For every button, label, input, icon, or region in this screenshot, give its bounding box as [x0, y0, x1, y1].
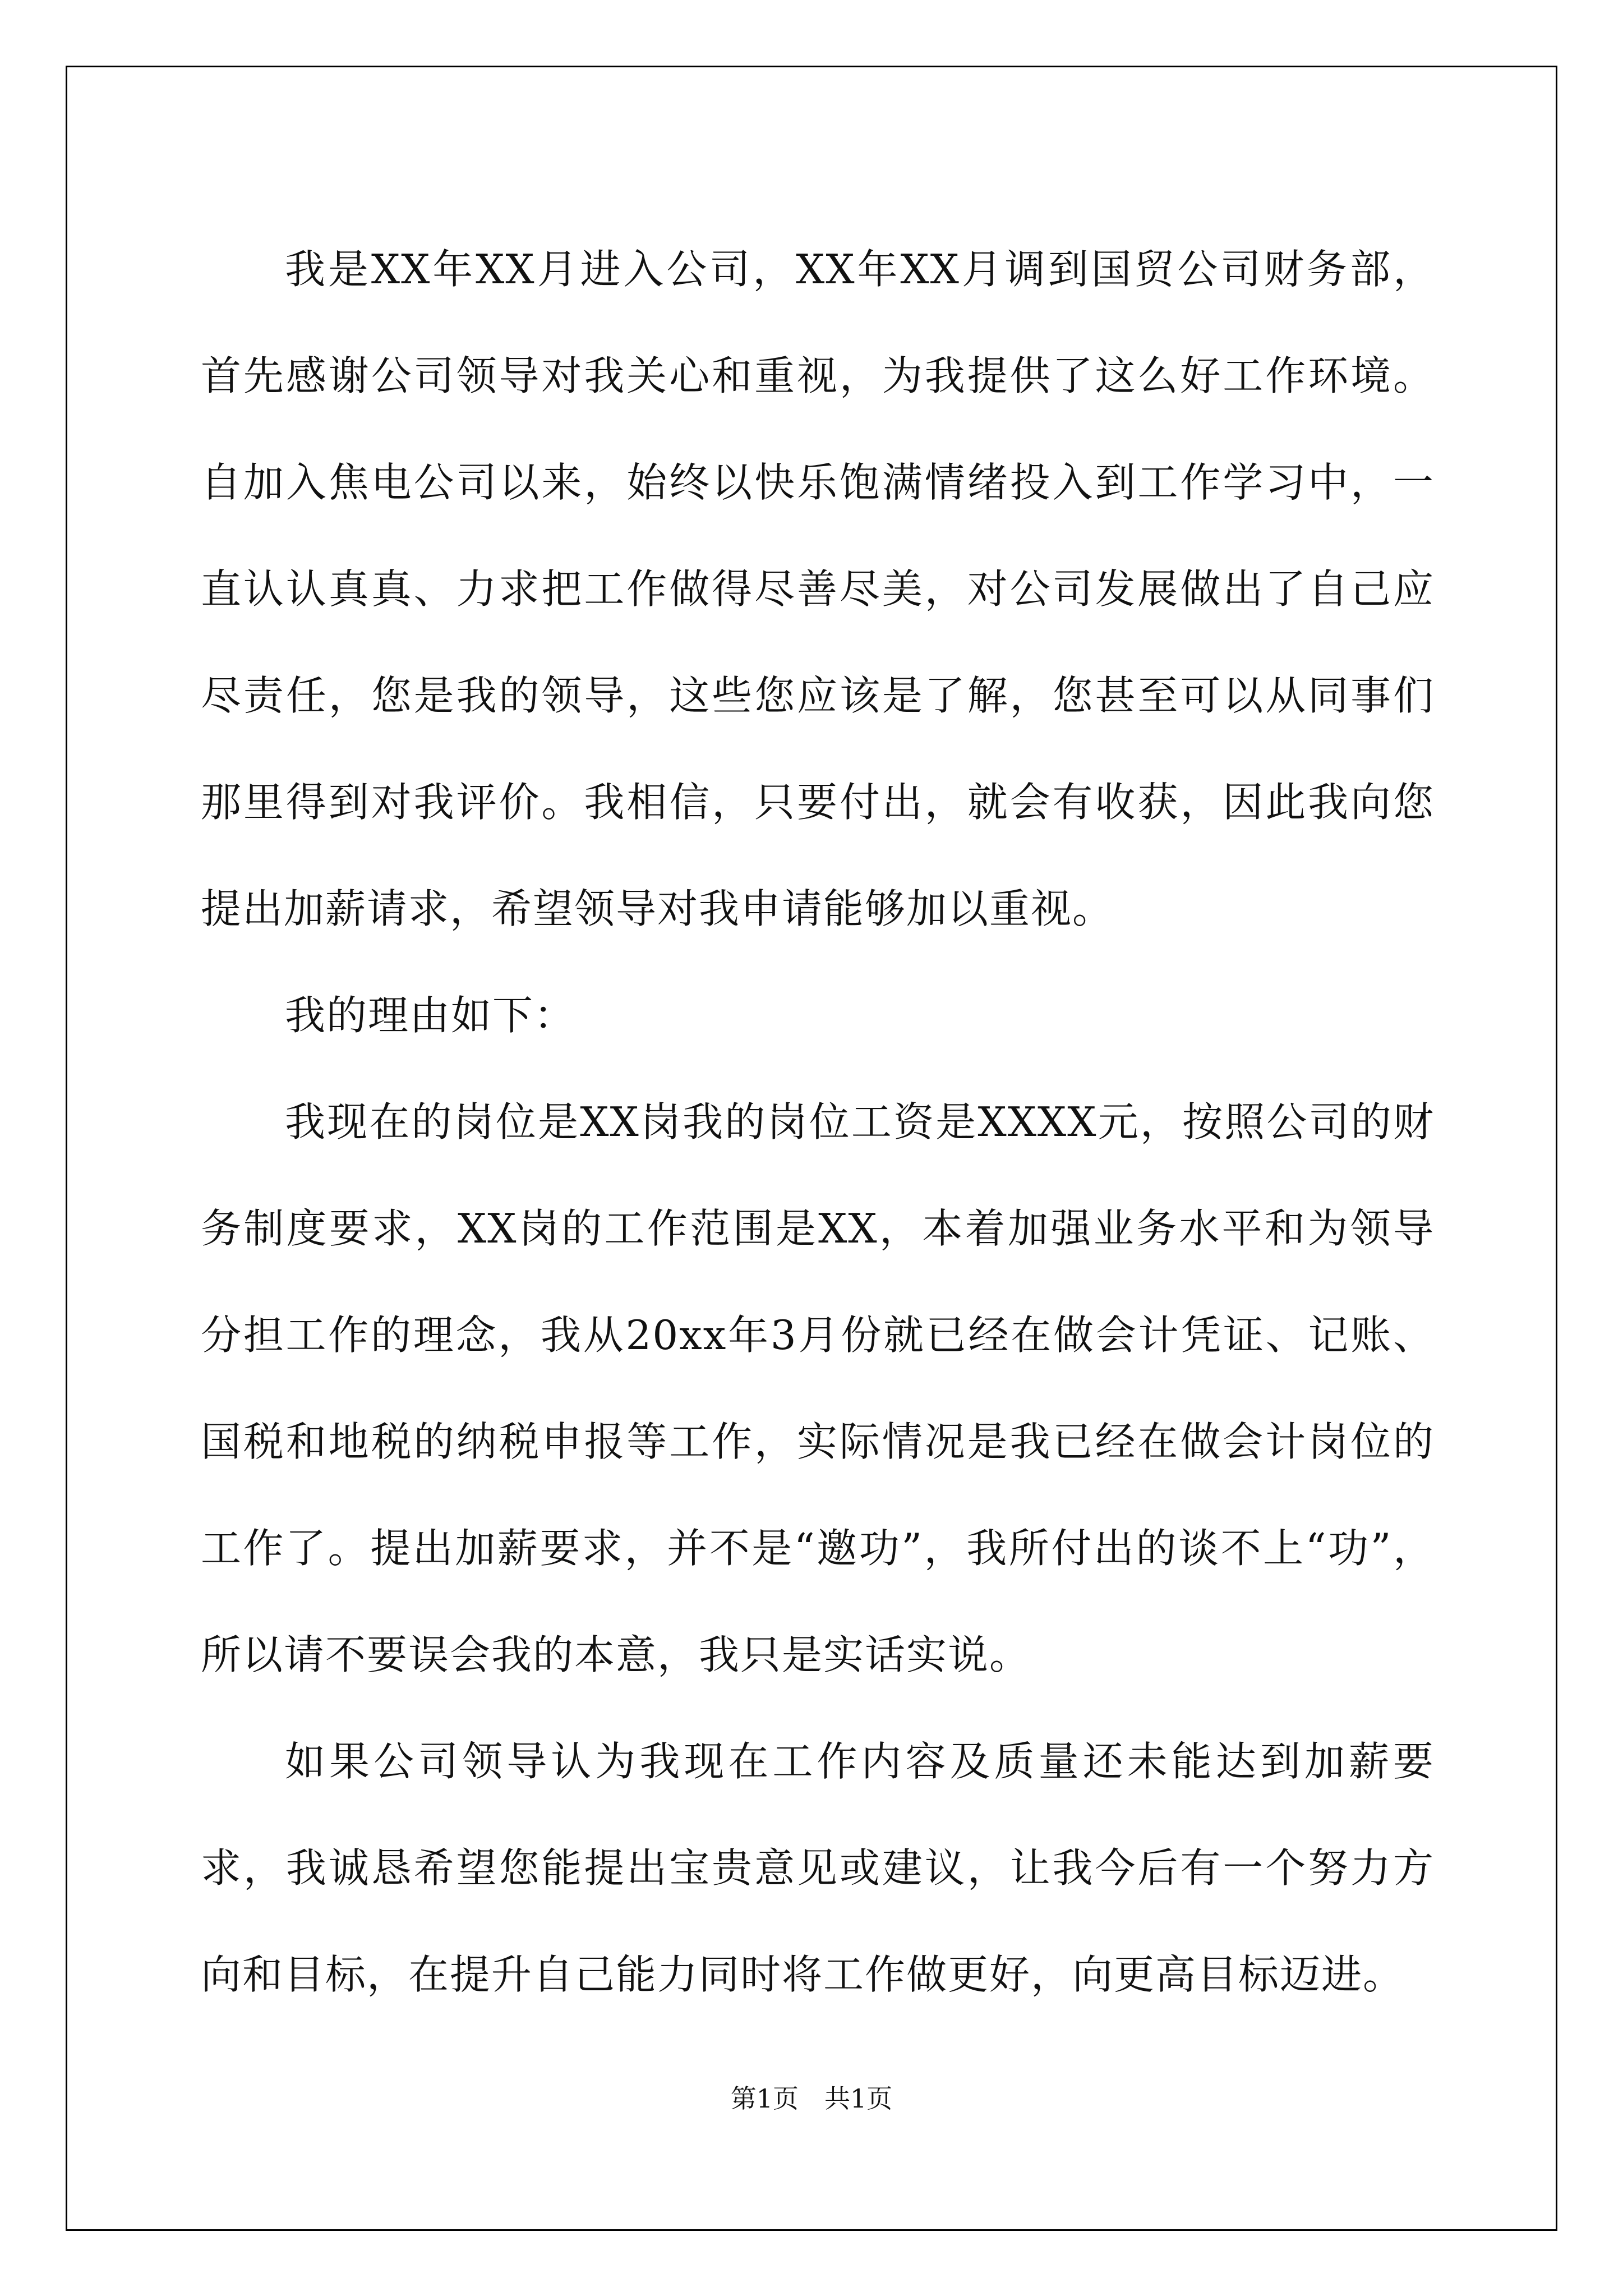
paragraph-reasons: 我现在的岗位是XX岗我的岗位工资是XXXX元，按照公司的财务制度要求，XX岗的工作范围是XX，本着加强业务水平和为领导分担工作的理念，我从20xx年3月份就已经在做会计凭证、记账、国税和地税的纳税申报等工作，实际情况是我已经在做会计岗位的工作了。提出加薪要求，并不是“邀功”，我所付出的谈不上“功”，所以请不要误会我的本意，我只是实话实说。 [201, 1098, 1435, 1678]
page-number: 第1页 共1页 [730, 2083, 893, 2114]
paragraph-closing: 如果公司领导认为我现在工作内容及质量还未能达到加薪要求，我诚恳希望您能提出宝贵意见或建议，让我今后有一个努力方向和目标，在提升自己能力同时将工作做更好，向更高目标迈进。 [201, 1738, 1435, 1998]
paragraph-reasons-heading: 我的理由如下： [285, 992, 576, 1039]
document-body [201, 216, 1435, 2028]
paragraph-intro: 我是XX年XX月进入公司，XX年XX月调到国贸公司财务部，首先感谢公司领导对我关心和重视，为我提供了这么好工作环境。自加入焦电公司以来，始终以快乐饱满情绪投入到工作学习中，一直认认真真、力求把工作做得尽善尽美，对公司发展做出了自己应尽责任，您是我的领导，这些您应该是了解，您甚至可以从同事们那里得到对我评价。我相信，只要付出，就会有收获，因此我向您提出加薪请求，希望领导对我申请能够加以重视。 [201, 246, 1435, 932]
